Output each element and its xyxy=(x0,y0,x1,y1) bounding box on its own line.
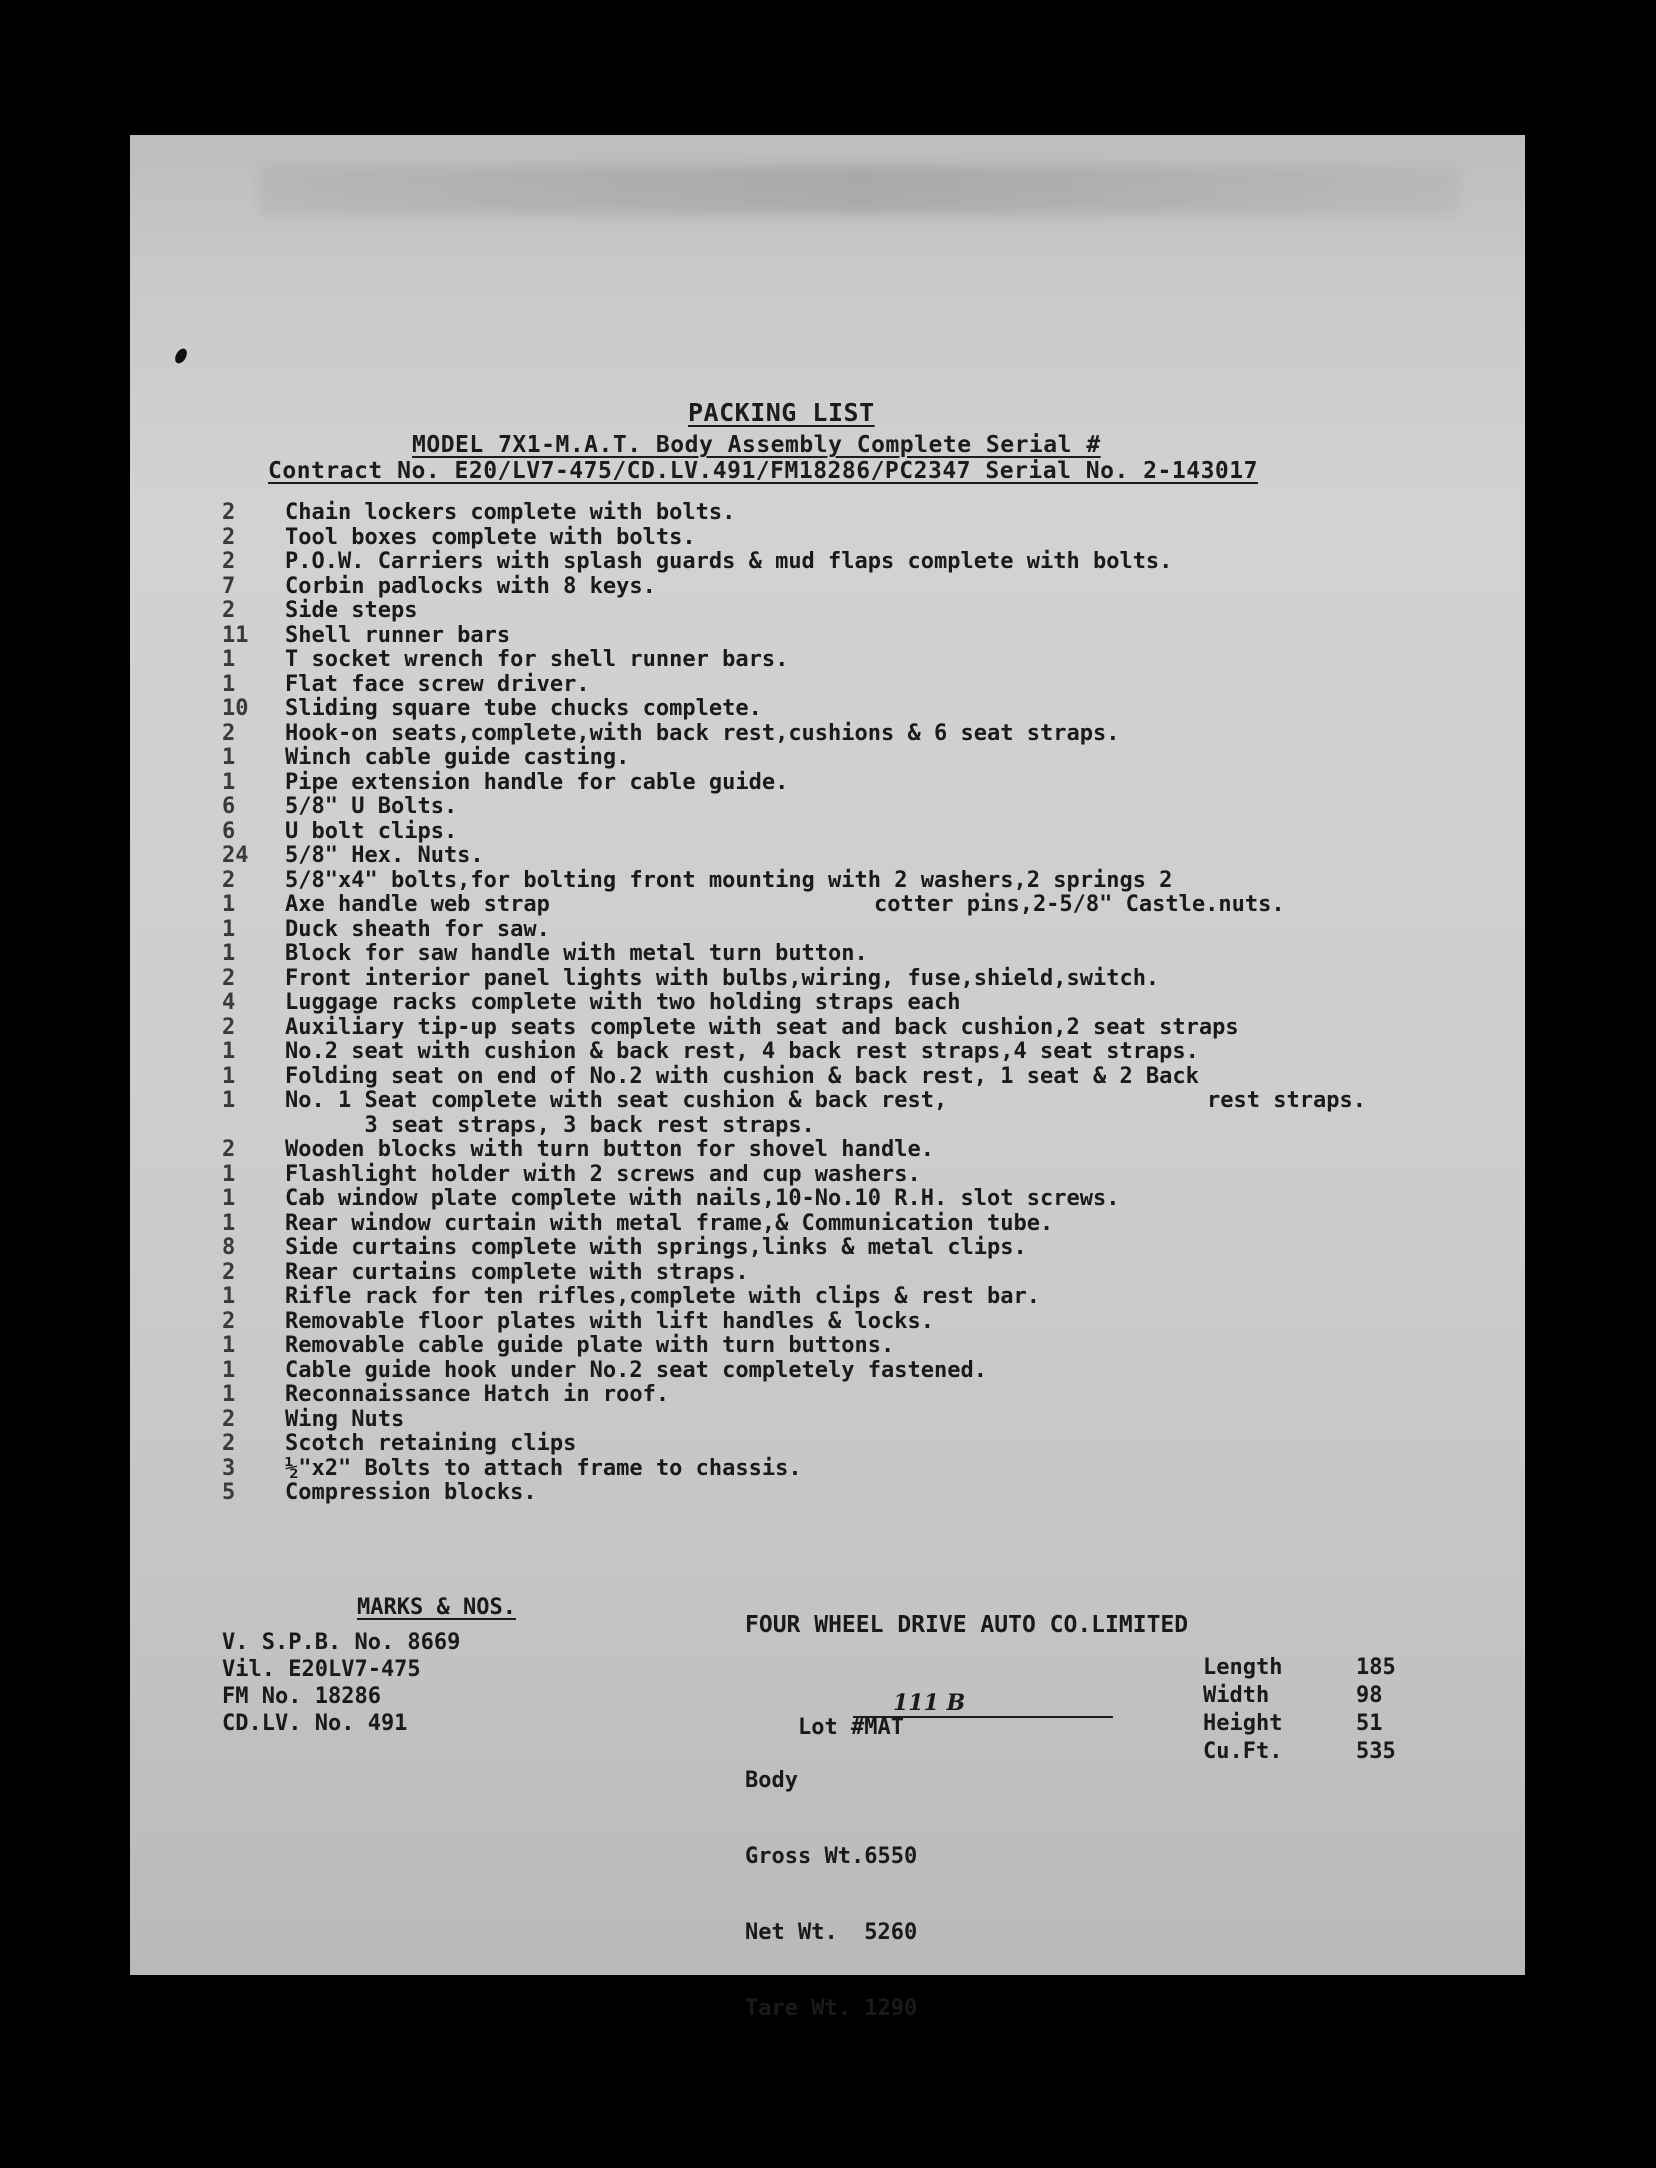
item-quantity: 10 xyxy=(222,696,249,721)
item-description: Axe handle web strap xyxy=(285,892,550,917)
net-weight: Net Wt. 5260 xyxy=(745,1920,918,1945)
item-quantity: 1 xyxy=(222,916,236,942)
item-description: Side steps xyxy=(285,598,418,623)
marks-block xyxy=(222,1595,516,1736)
list-item xyxy=(222,1284,1522,1309)
item-description: Scotch retaining clips xyxy=(285,1431,577,1456)
dimension-label: Height xyxy=(1203,1711,1283,1736)
item-quantity: 6 xyxy=(222,818,236,844)
item-quantity: 2 xyxy=(222,549,236,574)
item-quantity: 7 xyxy=(222,573,236,599)
tare-weight: Tare Wt. 1290 xyxy=(745,1996,918,2021)
marks-line: V. S.P.B. No. 8669 xyxy=(222,1630,461,1655)
item-description: Wooden blocks with turn button for shovel handle. xyxy=(285,1137,935,1162)
dimension-label: Cu.Ft. xyxy=(1203,1739,1283,1764)
list-item xyxy=(222,1431,1522,1456)
item-description: No.2 seat with cushion & back rest, 4 back rest straps,4 seat straps. xyxy=(285,1039,1199,1064)
list-item xyxy=(222,1064,1522,1089)
dimension-value: 98 xyxy=(1356,1683,1383,1708)
item-description: Removable cable guide plate with turn buttons. xyxy=(285,1333,895,1358)
item-description: Shell runner bars xyxy=(285,622,511,648)
shipper-block xyxy=(745,1640,966,2047)
item-description: Pipe extension handle for cable guide. xyxy=(285,769,789,795)
item-quantity: 2 xyxy=(222,524,236,550)
item-description: Winch cable guide casting. xyxy=(285,745,630,770)
item-description: U bolt clips. xyxy=(285,818,458,844)
item-quantity: 6 xyxy=(222,794,236,819)
item-quantity: 1 xyxy=(222,1210,236,1236)
item-description: No. 1 Seat complete with seat cushion & back rest, xyxy=(285,1088,948,1113)
item-quantity: 5 xyxy=(222,1480,236,1505)
item-quantity: 1 xyxy=(222,1063,236,1089)
item-quantity: 1 xyxy=(222,1284,236,1309)
contract-line: Contract No. E20/LV7-475/CD.LV.491/FM18286/PC2347 Serial No. 2-143017 xyxy=(268,458,1258,484)
list-item xyxy=(222,1162,1522,1187)
list-item xyxy=(222,1480,1522,1505)
marks-line: FM No. 18286 xyxy=(222,1684,381,1709)
list-item xyxy=(222,794,1522,819)
list-item xyxy=(222,843,1522,868)
item-list xyxy=(222,500,1522,1505)
item-description: Reconnaissance Hatch in roof. xyxy=(285,1382,670,1407)
list-item xyxy=(222,745,1522,770)
item-continuation: rest straps. xyxy=(1207,1088,1366,1113)
gross-weight: Gross Wt.6550 xyxy=(745,1844,918,1869)
item-quantity: 1 xyxy=(222,745,236,770)
company-name: FOUR WHEEL DRIVE AUTO CO.LIMITED xyxy=(745,1612,1189,1638)
list-item xyxy=(222,1113,1522,1138)
list-item xyxy=(222,868,1522,893)
item-description: Rear window curtain with metal frame,& Communication tube. xyxy=(285,1210,1054,1236)
list-item xyxy=(222,647,1522,672)
item-continuation: cotter pins,2-5/8" Castle.nuts. xyxy=(874,892,1285,917)
item-description: 5/8" Hex. Nuts. xyxy=(285,843,484,868)
item-quantity: 2 xyxy=(222,720,236,746)
item-quantity: 1 xyxy=(222,1161,236,1187)
item-description: 3 seat straps, 3 back rest straps. xyxy=(285,1112,815,1138)
item-description: Corbin padlocks with 8 keys. xyxy=(285,573,656,599)
item-description: Rifle rack for ten rifles,complete with clips & rest bar. xyxy=(285,1284,1040,1309)
list-item xyxy=(222,549,1522,574)
item-description: Folding seat on end of No.2 with cushion & back rest, 1 seat & 2 Back xyxy=(285,1063,1199,1089)
dimension-label: Length xyxy=(1203,1655,1283,1680)
marks-line: Vil. E20LV7-475 xyxy=(222,1657,421,1682)
list-item xyxy=(222,819,1522,844)
list-item xyxy=(222,1235,1522,1260)
item-description: ½"x2" Bolts to attach frame to chassis. xyxy=(285,1455,802,1481)
list-item xyxy=(222,1137,1522,1162)
list-item xyxy=(222,574,1522,599)
lot-label: Lot #MAT xyxy=(797,1715,904,1740)
list-item xyxy=(222,672,1522,697)
list-item xyxy=(222,990,1522,1015)
list-item xyxy=(222,525,1522,550)
item-description: P.O.W. Carriers with splash guards & mud flaps complete with bolts. xyxy=(285,549,1173,574)
list-item xyxy=(222,917,1522,942)
list-item xyxy=(222,1015,1522,1040)
list-item xyxy=(222,966,1522,991)
list-item xyxy=(222,1260,1522,1285)
item-quantity: 2 xyxy=(222,1014,236,1040)
item-description: Flat face screw driver. xyxy=(285,671,590,697)
item-description: Luggage racks complete with two holding straps each xyxy=(285,990,961,1015)
marks-heading: MARKS & NOS. xyxy=(357,1595,516,1620)
item-quantity: 1 xyxy=(222,1039,236,1064)
dimension-label: Width xyxy=(1203,1683,1270,1708)
dimension-value: 185 xyxy=(1356,1655,1396,1680)
list-item xyxy=(222,1358,1522,1383)
item-description: Tool boxes complete with bolts. xyxy=(285,524,696,550)
item-quantity: 1 xyxy=(222,941,236,966)
item-quantity: 2 xyxy=(222,1406,236,1432)
item-description: Hook-on seats,complete,with back rest,cushions & 6 seat straps. xyxy=(285,720,1120,746)
list-item xyxy=(222,770,1522,795)
list-item xyxy=(222,1186,1522,1211)
list-item xyxy=(222,1382,1522,1407)
item-description: Duck sheath for saw. xyxy=(285,916,550,942)
item-description: Side curtains complete with springs,links & metal clips. xyxy=(285,1235,1027,1260)
item-quantity: 24 xyxy=(222,843,249,868)
item-quantity: 2 xyxy=(222,965,236,991)
item-quantity: 1 xyxy=(222,1357,236,1383)
item-quantity: 4 xyxy=(222,990,236,1015)
list-item xyxy=(222,1309,1522,1334)
list-item xyxy=(222,500,1522,525)
list-item xyxy=(222,1039,1522,1064)
item-quantity: 2 xyxy=(222,1431,236,1456)
item-quantity: 2 xyxy=(222,1308,236,1334)
item-quantity: 1 xyxy=(222,671,236,697)
list-item xyxy=(222,721,1522,746)
item-quantity: 2 xyxy=(222,1137,236,1162)
model-line: MODEL 7X1-M.A.T. Body Assembly Complete Serial # xyxy=(412,432,1101,458)
list-item xyxy=(222,623,1522,648)
item-description: Block for saw handle with metal turn button. xyxy=(285,941,868,966)
item-description: Auxiliary tip-up seats complete with seat and back cushion,2 seat straps xyxy=(285,1014,1239,1040)
item-description: Rear curtains complete with straps. xyxy=(285,1259,749,1285)
item-description: Removable floor plates with lift handles & locks. xyxy=(285,1308,935,1334)
item-quantity: 2 xyxy=(222,1259,236,1285)
list-item xyxy=(222,696,1522,721)
item-description: Cab window plate complete with nails,10-No.10 R.H. slot screws. xyxy=(285,1186,1120,1211)
item-description: Flashlight holder with 2 screws and cup washers. xyxy=(285,1161,921,1187)
item-description: 5/8"x4" bolts,for bolting front mounting with 2 washers,2 springs 2 xyxy=(285,867,1173,893)
list-item xyxy=(222,941,1522,966)
list-item xyxy=(222,1407,1522,1432)
item-quantity: 2 xyxy=(222,500,236,525)
item-quantity: 3 xyxy=(222,1455,236,1481)
dimension-value: 51 xyxy=(1356,1711,1383,1736)
body-label: Body xyxy=(745,1768,798,1793)
item-description: 5/8" U Bolts. xyxy=(285,794,458,819)
item-quantity: 1 xyxy=(222,1333,236,1358)
item-description: Compression blocks. xyxy=(285,1480,537,1505)
item-quantity: 1 xyxy=(222,1186,236,1211)
list-item xyxy=(222,598,1522,623)
item-quantity: 1 xyxy=(222,1382,236,1407)
item-quantity: 11 xyxy=(222,622,249,648)
item-quantity: 1 xyxy=(222,1088,236,1113)
item-quantity: 1 xyxy=(222,647,236,672)
item-quantity: 8 xyxy=(222,1235,236,1260)
list-item xyxy=(222,1211,1522,1236)
item-description: T socket wrench for shell runner bars. xyxy=(285,647,789,672)
item-description: Chain lockers complete with bolts. xyxy=(285,500,736,525)
list-item xyxy=(222,1333,1522,1358)
item-description: Cable guide hook under No.2 seat completely fastened. xyxy=(285,1357,987,1383)
item-quantity: 2 xyxy=(222,598,236,623)
document-title: PACKING LIST xyxy=(688,398,875,427)
paper-stain xyxy=(260,165,1460,215)
list-item xyxy=(222,892,1522,917)
dimension-value: 535 xyxy=(1356,1739,1396,1764)
item-description: Wing Nuts xyxy=(285,1406,405,1432)
item-quantity: 2 xyxy=(222,867,236,893)
list-item xyxy=(222,1456,1522,1481)
item-description: Sliding square tube chucks complete. xyxy=(285,696,762,721)
list-item xyxy=(222,1088,1522,1113)
item-description: Front interior panel lights with bulbs,wiring, fuse,shield,switch. xyxy=(285,965,1160,991)
lot-value: 111 B xyxy=(853,1690,1113,1718)
item-quantity: 1 xyxy=(222,769,236,795)
marks-line: CD.LV. No. 491 xyxy=(222,1711,408,1736)
item-quantity: 1 xyxy=(222,892,236,917)
